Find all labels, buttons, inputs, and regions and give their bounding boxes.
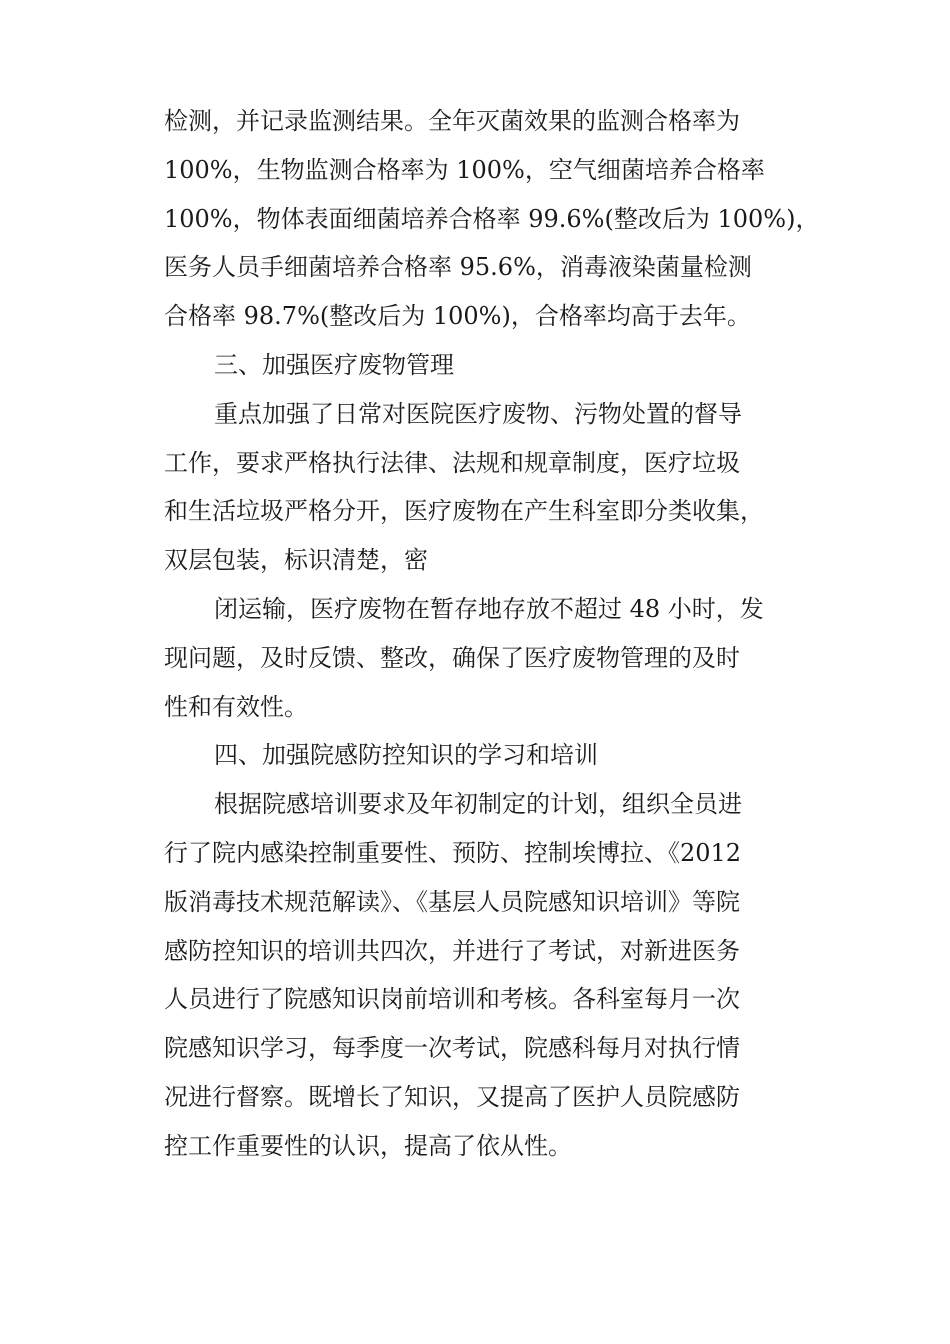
text-line: 控工作重要性的认识，提高了依从性。 [164,1131,572,1160]
text-line: 性和有效性。 [164,692,308,721]
text-line: 版消毒技术规范解读》、《基层人员院感知识培训》等院 [164,887,740,916]
text-line: 合格率 98.7%(整改后为 100%)，合格率均高于去年。 [164,302,751,331]
text-line: 和生活垃圾严格分开，医疗废物在产生科室即分类收集， [164,497,764,526]
text-line: 医务人员手细菌培养合格率 95.6%，消毒液染菌量检测 [164,253,752,282]
text-line: 100%，物体表面细菌培养合格率 99.6%(整改后为 100%)， [164,204,820,233]
text-line: 人员进行了院感知识岗前培训和考核。各科室每月一次 [164,985,740,1014]
document-body [164,97,824,1171]
text-line: 100%，生物监测合格率为 100%，空气细菌培养合格率 [164,155,765,184]
text-line: 感防控知识的培训共四次，并进行了考试，对新进医务 [164,936,740,965]
text-line: 双层包装，标识清楚，密 [164,546,428,575]
section-heading: 四、加强院感防控知识的学习和培训 [214,741,598,770]
text-line: 检测，并记录监测结果。全年灭菌效果的监测合格率为 [164,107,740,135]
text-line: 重点加强了日常对医院医疗废物、污物处置的督导 [214,399,742,428]
text-line: 院感知识学习，每季度一次考试，院感科每月对执行情 [164,1034,740,1063]
text-line: 况进行督察。既增长了知识，又提高了医护人员院感防 [164,1082,740,1111]
text-line: 工作，要求严格执行法律、法规和规章制度，医疗垃圾 [164,448,740,477]
text-line: 根据院感培训要求及年初制定的计划，组织全员进 [214,790,742,819]
text-line: 行了院内感染控制重要性、预防、控制埃博拉、《2012 [164,838,742,867]
text-line: 闭运输，医疗废物在暂存地存放不超过 48 小时，发 [214,594,764,623]
text-line: 现问题，及时反馈、整改，确保了医疗废物管理的及时 [164,643,740,672]
section-heading: 三、加强医疗废物管理 [214,350,454,379]
